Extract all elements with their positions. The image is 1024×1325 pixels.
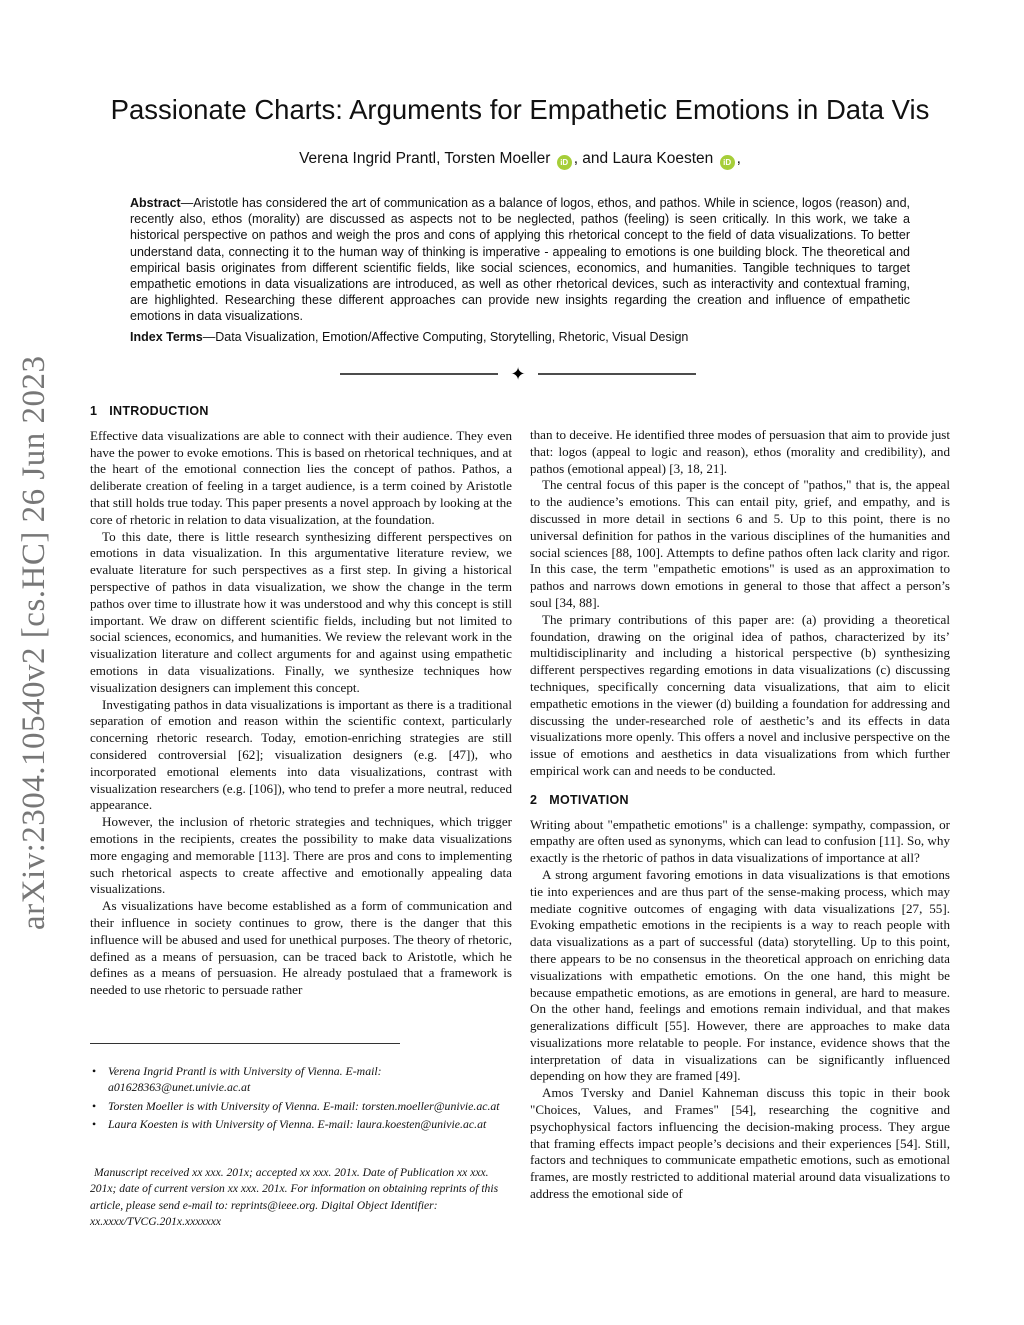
abstract-label: Abstract bbox=[130, 196, 181, 210]
abstract-text: —Aristotle has considered the art of communication as a balance of logos, ethos, and pathos. While in science, logos (reason) and, recently also, ethos (morality) are discussed as aspects not to be neglected, pathos (feeling) is seen critically. In this work, we take a historical perspective on pathos and weigh the pros and cons of applying this rhetorical concept to the field of data visualizations. To better understand data, connecting it to the human way of thinking is imperative - appealing to emotions is one building block. The theoretical and empirical basis originates from different scientific fields, like social sciences, economics, and humanities. Tangible techniques to target empathetic emotions in data visualizations are introduced, as well as other rhetorical devices, such as interactivity and contextual framing, are highlighted. Researching these different approaches can provide new insights regarding the creation and influence of empathetic emotions in data visualizations. bbox=[130, 196, 910, 324]
section-heading-introduction bbox=[90, 403, 512, 420]
index-terms-text: —Data Visualization, Emotion/Affective Computing, Storytelling, Rhetoric, Visual Design bbox=[202, 330, 689, 344]
paragraph: Effective data visualizations are able to connect with their audience. They even have the power to evoke emotions. This is based on rhetorical techniques, and at the heart of the emotional connection lies the concept of pathos. Pathos, a deliberate creation of feeling in a target audience, is a term coined by Aristotle that still holds true today. This paper presents a novel approach by looking at the core of rhetoric in relation to data visualization, at the foundation. bbox=[90, 427, 512, 527]
divider-ornament-icon bbox=[340, 366, 700, 382]
section-heading-motivation bbox=[530, 792, 950, 809]
footnote-item: • Torsten Moeller is with University of Vienna. E-mail: torsten.moeller@univie.ac.at bbox=[108, 1098, 512, 1114]
paragraph: A strong argument favoring emotions in data visualizations is that emotions tie into experiences and are thus part of the sense-making process, which may mediate cognitive outcomes of engaging with data visualizations [27, 55]. Evoking empathetic emotions in the recipients is a way to reach people with data visualizations as a part of successful (data) storytelling. Up to this point, there appears to be no consensus in the theoretical approach on enriching data visualizations with empathetic emotions. On the one hand, this might be because empathetic emotions, as are emotions in general, are hard to measure. On the other hand, feelings and emotions remain individual, and that makes generalizations difficult [55]. However, there are approaches to make data visualizations more relatable to people. For instance, evidence shows that the interpretation of data in visualizations can be significantly influenced depending on how they are framed [49]. bbox=[530, 866, 950, 1084]
left-column bbox=[90, 403, 512, 999]
paper-title: Passionate Charts: Arguments for Empathetic Emotions in Data Vis bbox=[110, 94, 930, 125]
author-names-2: , and Laura Koesten bbox=[573, 150, 714, 167]
right-column bbox=[530, 427, 950, 1203]
footnote-item: • Laura Koesten is with University of Vienna. E-mail: laura.koesten@univie.ac.at bbox=[108, 1116, 512, 1132]
author-names-3: , bbox=[736, 150, 741, 167]
index-terms bbox=[130, 330, 910, 344]
author-names-1: Verena Ingrid Prantl, Torsten Moeller bbox=[299, 150, 551, 167]
orcid-icon[interactable]: iD bbox=[720, 155, 735, 170]
arxiv-identifier: arXiv:2304.10540v2 [cs.HC] 26 Jun 2023 bbox=[16, 355, 52, 930]
index-terms-label: Index Terms bbox=[130, 330, 203, 344]
paragraph: However, the inclusion of rhetoric strategies and techniques, which trigger emotions in the recipients, creates the possibility to make data visualizations more engaging and memorable [113]. There are pros and cons to implementing such rhetorical aspects to create affective and emotionally appealing data visualizations. bbox=[90, 814, 512, 897]
paragraph: Amos Tversky and Daniel Kahneman discuss this topic in their book "Choices, Values, and Frames" [54], researching the cognitive and psychophysical factors influencing the decision-making process. They argue that framing effects impact people’s decisions and their experiences [54]. Still, factors and techniques to communicate empathetic emotions, such as emotional frames, are mostly restricted to additional material around data visualizations to address the emotional side of bbox=[530, 1085, 950, 1202]
section-number: 2 bbox=[530, 792, 538, 807]
section-divider bbox=[340, 366, 700, 382]
footnotes bbox=[92, 1063, 512, 1134]
manuscript-note: Manuscript received xx xxx. 201x; accepted xx xxx. 201x. Date of Publication xx xxx. 201x; date of current version xx xxx. 201x. For information on obtaining reprints of this article, please send e-mail to: reprints@ieee.org. Digital Object Identifier: xx.xxxx/TVCG.201x.xxxxxxx bbox=[90, 1166, 499, 1228]
section-title: MOTIVATION bbox=[549, 792, 629, 807]
paragraph: than to deceive. He identified three modes of persuasion that aim to provide just that: logos (appeal to logic and reason), ethos (morality and credibility), and pathos (emotional appeal) [3, 18, 21]. bbox=[530, 427, 950, 476]
paragraph: To this date, there is little research synthesizing different perspectives on emotions in data visualization. In this argumentative literature review, we evaluate literature for such perspectives as a first step. In giving a historical perspective of pathos in data visualization, we show the change in the term pathos over time to illustrate how it was understood and why this concept is still important. We draw on different scientific fields, including but not limited to social sciences, economics, and humanities. We review the relevant work in the visualization literature and collect arguments for and against using empathetic emotions in data visualizations. Finally, we synthesize techniques how visualization designers can implement this concept. bbox=[90, 528, 512, 695]
orcid-icon[interactable]: iD bbox=[557, 155, 572, 170]
paragraph: As visualizations have become established as a form of communication and their influence in society continues to grow, there is the danger that this influence will be abused and used for unethical purposes. The theory of rhetoric, defined as a means of persuasion, can be traced back to Aristotle, which he defines as a means of persuasion. He already postulaed that a framework is needed to use rhetoric to persuade rather bbox=[90, 898, 512, 998]
author-list bbox=[0, 150, 1024, 170]
section-title: INTRODUCTION bbox=[109, 404, 209, 418]
paragraph: The central focus of this paper is the concept of "pathos," that is, the appeal to the audience’s emotions. This can entail pity, grief, and empathy, and is discussed in more detail in sections 6 and 5. Up to this point, there is no universal definition for pathos in the various disciplines of the humanities and social sciences [88, 100]. Attempts to define pathos often lack clarity and rigor. In this case, the term "empathetic emotions" is used as an approximation to pathos and narrows down emotions in general to those that affect a person’s soul [34, 88]. bbox=[530, 477, 950, 610]
footnote-item: • Verena Ingrid Prantl is with University of Vienna. E-mail: a01628363@unet.univie.ac.at bbox=[108, 1063, 512, 1096]
divider-glyph: ✦ bbox=[510, 366, 526, 382]
paragraph: The primary contributions of this paper are: (a) providing a theoretical foundation, drawing on the original idea of pathos, characterized by its’ multidisciplinarity and including a historical perspective (b) synthesizing different perspectives regarding emotions in data visualizations (c) discussing techniques, specifically concerning data visualizations, that aim to elicit empathetic emotions in the viewer (d) building a foundation for addressing and discussing the under-researched role of aesthetic’s and its effects in data visualizations more openly. This offers a novel and inclusive perspective on the issue of emotions and aesthetics in data visualizations from which further empirical work can and needs to be conducted. bbox=[530, 611, 950, 778]
footnote-rule bbox=[90, 1043, 400, 1044]
abstract bbox=[130, 195, 910, 325]
paragraph: Investigating pathos in data visualizations is important as there is a traditional separation of emotion and reason within the scientific context, particularly concerning rhetoric research. Today, emotion-enriching strategies are still considered controversial [62]; visualization designers (e.g. [47]), who incorporated emotional elements into data visualizations, contrast with visualization researchers (e.g. [106]), who tend to prefer a more neutral, reduced appearance. bbox=[90, 696, 512, 813]
section-number: 1 bbox=[90, 404, 98, 418]
paragraph: Writing about "empathetic emotions" is a challenge: sympathy, compassion, or empathy are often used as synonyms, which can lead to confusion [11]. So, why exactly is the rhetoric of pathos in data visualizations of importance at all? bbox=[530, 816, 950, 866]
